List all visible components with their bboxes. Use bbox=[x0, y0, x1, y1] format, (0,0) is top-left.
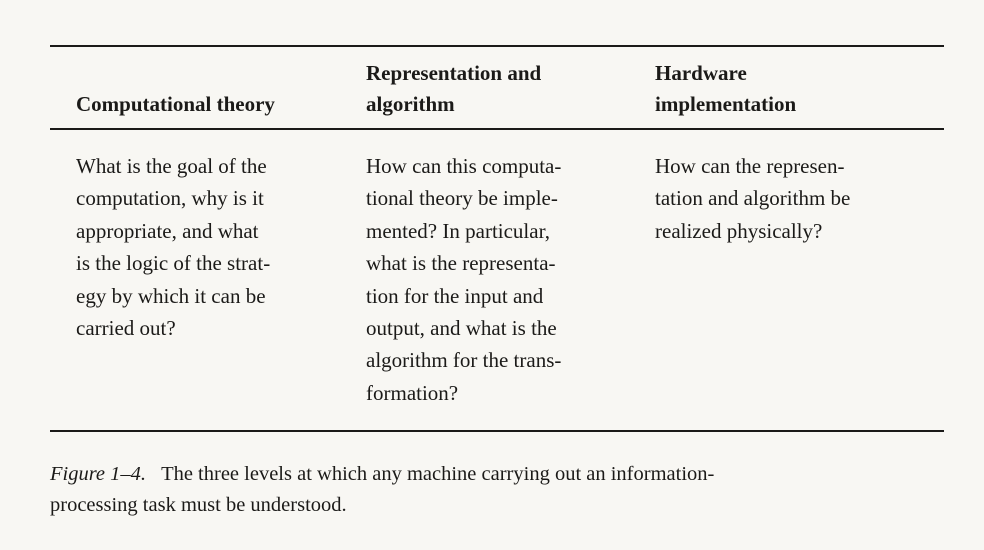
cell-hardware-implementation: How can the represen- tation and algorithm be realized physically? bbox=[655, 154, 851, 243]
caption-spacer bbox=[146, 463, 161, 485]
cell-representation-and-algorithm: How can this computa- tional theory be imple- mented? In particular, what is the representa- tion for the input and output, and what is the algorithm for the trans- formation? bbox=[366, 154, 562, 405]
figure-caption bbox=[50, 459, 950, 521]
header-hardware-implementation: Hardware implementation bbox=[655, 61, 797, 116]
header-representation-and-algorithm: Representation and algorithm bbox=[366, 61, 542, 116]
cell-computational-theory: What is the goal of the computation, why is it appropriate, and what is the logic of the strat- egy by which it can be carried out? bbox=[76, 154, 271, 341]
figure-label: Figure 1–4. bbox=[50, 463, 147, 485]
caption-text: The three levels at which any machine carrying out an information- processing task must be understood. bbox=[50, 463, 715, 516]
header-computational-theory: Computational theory bbox=[76, 92, 275, 116]
table-bottom-rule bbox=[50, 430, 944, 432]
table-top-rule bbox=[50, 45, 944, 47]
table-header-rule bbox=[50, 128, 944, 130]
